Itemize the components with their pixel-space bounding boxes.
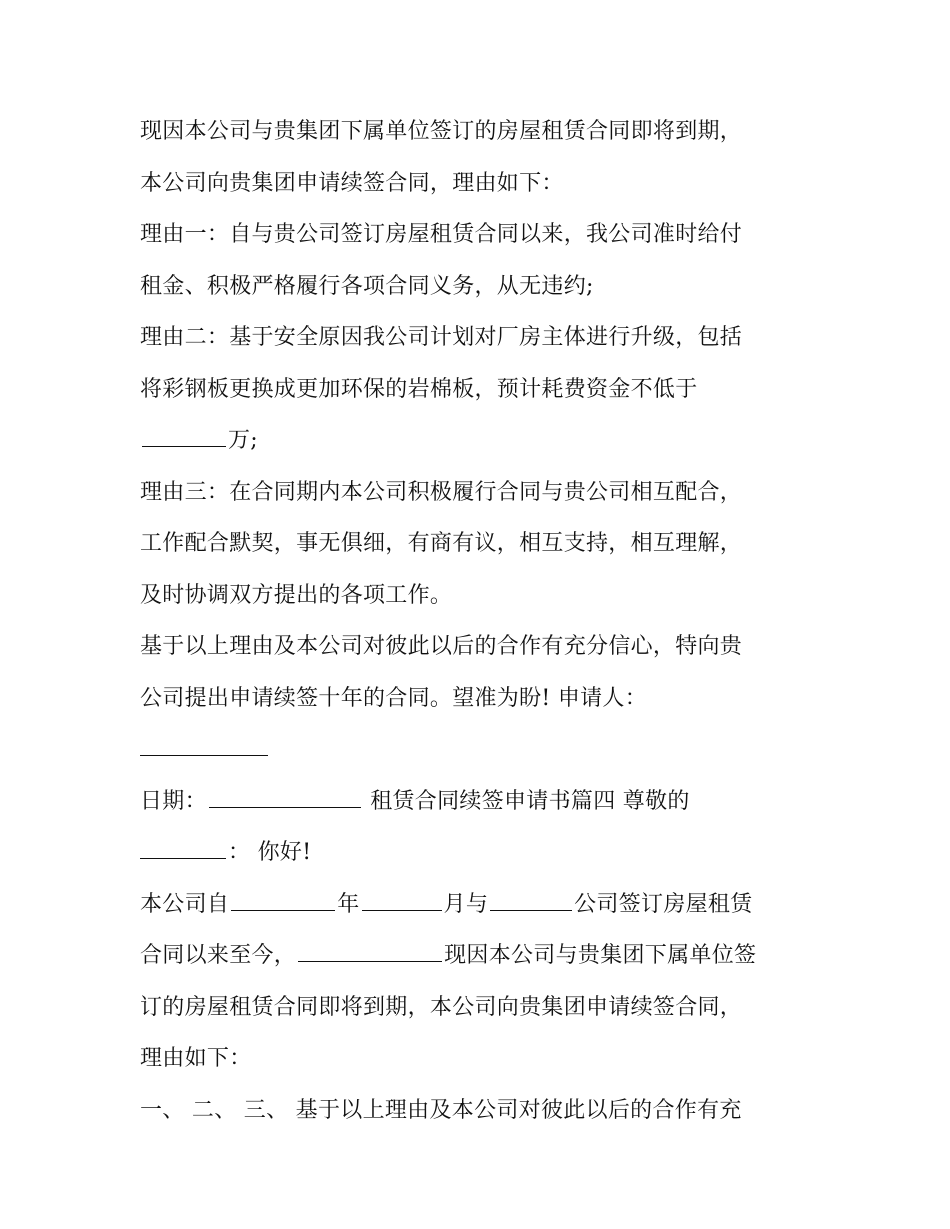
applicant-line — [140, 728, 830, 780]
text-line-1: 现因本公司与贵集团下属单位签订的房屋租赁合同即将到期， — [140, 119, 743, 144]
company-blank[interactable] — [490, 888, 572, 911]
date-label: 日期： — [140, 788, 207, 814]
reason-two-line-2: 将彩钢板更换成更加环保的岩棉板，预计耗费资金不低于 — [140, 376, 698, 402]
reason-three-line-3: 及时协调双方提出的各项工作。 — [140, 582, 453, 608]
date-line — [140, 780, 830, 832]
reason-three-line-1: 理由三：在合同期内本公司积极履行合同与贵公司相互配合， — [140, 479, 743, 505]
document-body — [140, 110, 830, 1140]
amount-line — [140, 419, 830, 471]
reason-three-line-2: 工作配合默契，事无俱细，有商有议，相互支持，相互理解， — [140, 531, 743, 556]
text-line-2: 本公司向贵集团申请续签合同，理由如下： — [140, 170, 564, 196]
greeting-line — [140, 831, 830, 883]
amount-blank[interactable] — [142, 424, 226, 447]
period-blank[interactable] — [298, 939, 442, 962]
amount-unit: 万; — [228, 428, 259, 453]
applicant-blank[interactable] — [140, 733, 268, 756]
p4-month: 月与 — [443, 891, 489, 917]
p4-year: 年 — [337, 891, 360, 917]
conclusion-line-2: 公司提出申请续签十年的合同。望准为盼! 申请人： — [140, 685, 648, 711]
paragraph-four-line-1 — [140, 883, 830, 935]
reason-one-line-1: 理由一：自与贵公司签订房屋租赁合同以来，我公司准时给付 — [140, 222, 743, 247]
greeting-text: ： 你好! — [228, 840, 312, 865]
recipient-blank[interactable] — [140, 836, 226, 859]
conclusion-line-1: 基于以上理由及本公司对彼此以后的合作有充分信心，特向贵 — [140, 634, 743, 659]
p4-prefix: 本公司自 — [140, 891, 230, 917]
p5-suffix: 现因本公司与贵集团下属单位签 — [444, 943, 757, 968]
paragraph-four-line-2 — [140, 934, 830, 986]
reason-one-line-2: 租金、积极严格履行各项合同义务，从无违约; — [140, 273, 594, 299]
p5-prefix: 合同以来至今， — [140, 943, 297, 968]
month-blank[interactable] — [362, 888, 442, 911]
date-blank[interactable] — [209, 785, 361, 808]
paragraph-four-line-4: 理由如下： — [140, 1046, 252, 1071]
p4-suffix: 公司签订房屋租赁 — [574, 891, 753, 917]
numbered-reasons-line: 一、 二、 三、 基于以上理由及本公司对彼此以后的合作有充 — [140, 1097, 742, 1123]
year-blank[interactable] — [231, 888, 335, 911]
paragraph-four-line-3: 订的房屋租赁合同即将到期，本公司向贵集团申请续签合同， — [140, 994, 743, 1020]
section-title: 租赁合同续签申请书篇四 尊敬的 — [370, 788, 690, 814]
reason-two-line-1: 理由二：基于安全原因我公司计划对厂房主体进行升级，包括 — [140, 325, 743, 350]
